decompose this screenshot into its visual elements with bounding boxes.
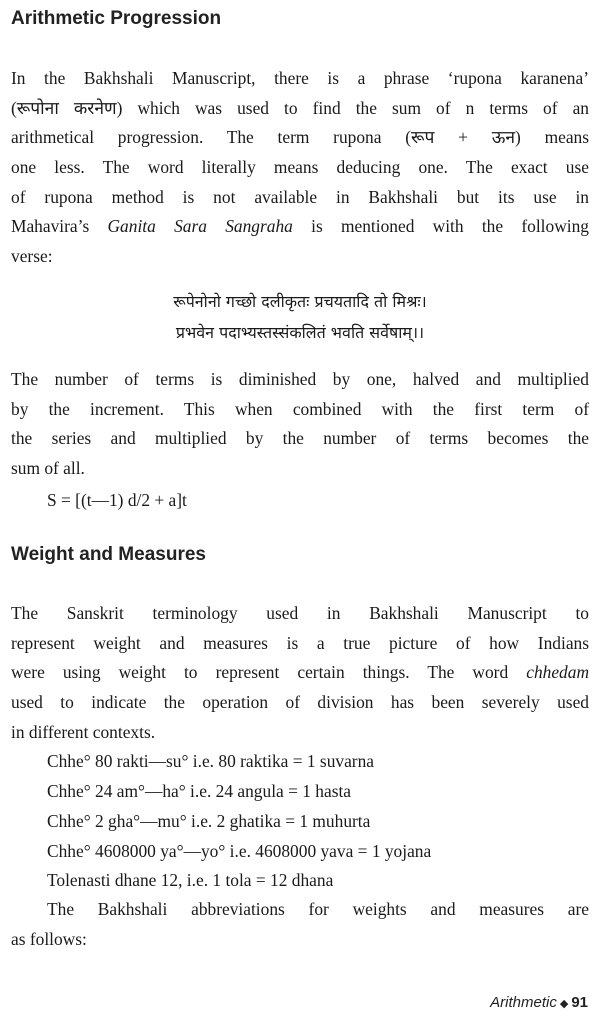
text-line: as follows: <box>11 928 87 949</box>
sanskrit-verse-line-2: प्रभवेन पदाभ्यस्तस्संकलितं भवति सर्वेषाम्।। <box>175 323 425 342</box>
text-line <box>11 658 589 688</box>
text-line: arithmetical progression. The term rupona (रूप + ऊन) means <box>11 127 589 148</box>
text-line: in different contexts. <box>11 721 156 742</box>
measure-item: Tolenasti dhane 12, i.e. 1 tola = 12 dhana <box>47 870 334 890</box>
diamond-icon: ◆ <box>559 998 569 1010</box>
text-line <box>11 212 589 242</box>
text-segment: were using weight to represent certain things. The word <box>11 662 527 683</box>
paragraph-abbreviations <box>11 895 589 954</box>
italic-term: chhedam <box>526 662 589 683</box>
section-heading-weight-and-measures: Weight and Measures <box>11 544 206 565</box>
paragraph-rupona <box>11 64 589 272</box>
sanskrit-verse-line-1: रूपेनोनो गच्छो दलीकृतः प्रचयतादि तो मिश्रः। <box>173 292 427 311</box>
text-line: used to indicate the operation of division has been severely used <box>11 692 589 713</box>
running-title: Arithmetic <box>490 994 557 1011</box>
measure-item: Chhe° 24 am°—ha° i.e. 24 angula = 1 hasta <box>47 781 352 801</box>
measure-item: Chhe° 80 rakti—su° i.e. 80 raktika = 1 suvarna <box>47 751 375 771</box>
text-line: The Bakhshali abbreviations for weights and measures are <box>47 899 589 919</box>
text-line: In the Bakhshali Manuscript, there is a phrase ‘rupona karanena’ <box>11 68 589 88</box>
measure-item: Chhe° 2 gha°—mu° i.e. 2 ghatika = 1 muhurta <box>47 811 371 831</box>
paragraph-explanation <box>11 365 589 484</box>
text-line: by the increment. This when combined with the first term of <box>11 398 589 419</box>
book-title: Ganita Sara Sangraha <box>107 216 293 237</box>
text-line: verse: <box>11 246 53 267</box>
paragraph-weights <box>11 599 589 747</box>
text-segment: Mahavira’s <box>11 216 108 237</box>
text-segment: is mentioned with the following <box>292 216 589 237</box>
section-heading-arithmetic-progression: Arithmetic Progression <box>11 8 222 29</box>
measure-item: Chhe° 4608000 ya°—yo° i.e. 4608000 yava = 1 yojana <box>47 841 432 861</box>
text-line: of rupona method is not available in Bakhshali but its use in <box>11 186 589 207</box>
text-line: (रूपोना करनेण) which was used to find the sum of n terms of an <box>11 97 589 118</box>
text-line: the series and multiplied by the number of terms becomes the <box>11 428 589 449</box>
sum-formula: S = [(t—1) d/2 + a]t <box>47 490 187 510</box>
page-footer <box>490 994 588 1011</box>
text-line: sum of all. <box>11 458 85 479</box>
page-number: 91 <box>571 994 588 1011</box>
text-line: The number of terms is diminished by one, halved and multiplied <box>11 369 589 389</box>
text-line: one less. The word literally means deducing one. The exact use <box>11 157 589 178</box>
text-line: represent weight and measures is a true picture of how Indians <box>11 632 589 653</box>
text-line: The Sanskrit terminology used in Bakhshali Manuscript to <box>11 603 589 623</box>
